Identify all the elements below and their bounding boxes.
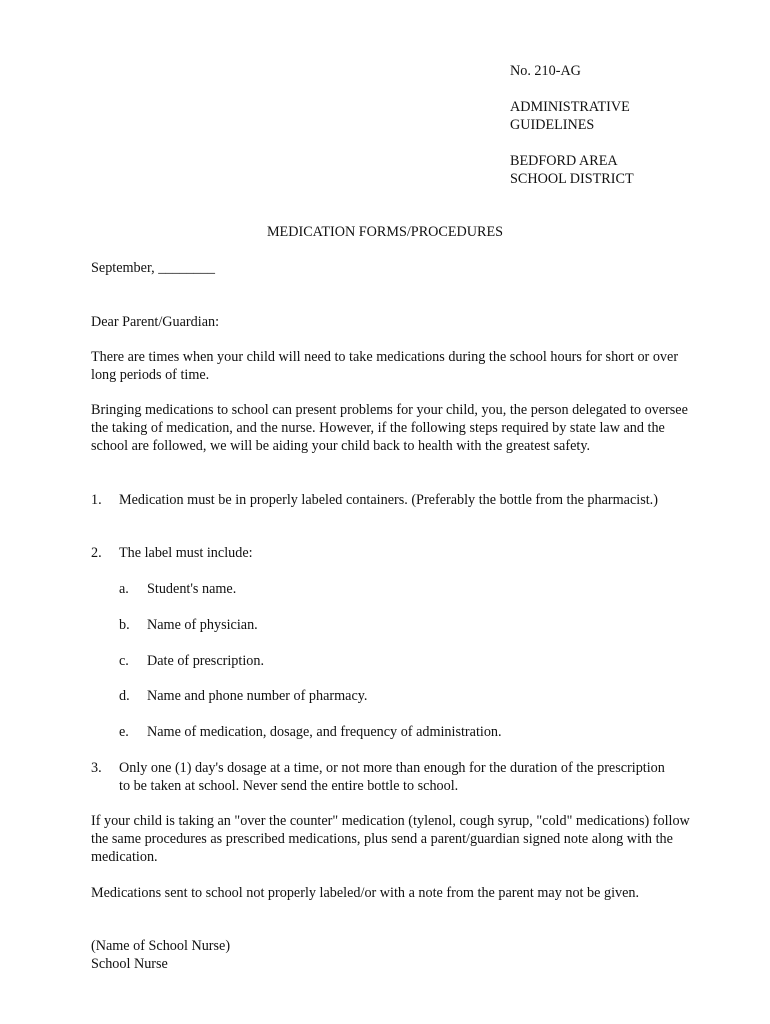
list-item-number: 3. xyxy=(91,760,102,776)
label-item-letter: b. xyxy=(119,617,130,633)
district-name-line2: SCHOOL DISTRICT xyxy=(510,171,634,187)
document-title: MEDICATION FORMS/PROCEDURES xyxy=(266,224,504,240)
label-item-text: Date of prescription. xyxy=(147,653,265,669)
label-item-letter: a. xyxy=(119,581,129,597)
guidelines-label-line2: GUIDELINES xyxy=(510,117,595,133)
guidelines-label-line1: ADMINISTRATIVE xyxy=(510,99,630,115)
list-item-text: The label must include: xyxy=(119,545,253,561)
label-item-text: Name of medication, dosage, and frequency of administration. xyxy=(147,724,502,740)
bringing-paragraph: Bringing medications to school can present problems for your child, you, the person delegated to oversee the taking of medication, and the nurse. However, if the following steps required by state law and the school are followed, we will be aiding your child back to health with the greatest safety. xyxy=(91,402,688,454)
list-item-text: Only one (1) day's dosage at a time, or not more than enough for the duration of the prescription to be taken at school. Never send the entire bottle to school. xyxy=(119,760,665,794)
signature-block xyxy=(91,937,691,973)
label-item-letter: c. xyxy=(119,653,129,669)
document-header xyxy=(510,62,750,188)
list-item-text: Medication must be in properly labeled containers. (Preferably the bottle from the pharmacist.) xyxy=(119,492,658,508)
list-item-number: 2. xyxy=(91,545,102,561)
date-line: September, ________ xyxy=(91,260,215,276)
district-name-line1: BEDFORD AREA xyxy=(510,153,618,169)
policy-number: No. 210-AG xyxy=(510,63,581,79)
otc-paragraph: If your child is taking an "over the counter" medication (tylenol, cough syrup, "cold" medications) follow the same procedures as prescribed medications, plus send a parent/guardian signed note along with the medication. xyxy=(91,813,690,865)
label-item-text: Name of physician. xyxy=(147,617,258,633)
label-item-letter: e. xyxy=(119,724,129,740)
nurse-name-placeholder: (Name of School Nurse) xyxy=(91,938,231,954)
intro-paragraph: There are times when your child will need to take medications during the school hours for short or over long periods of time. xyxy=(91,349,679,383)
label-item-text: Name and phone number of pharmacy. xyxy=(147,688,368,704)
label-item-text: Student's name. xyxy=(147,581,237,597)
label-item-letter: d. xyxy=(119,688,130,704)
warning-paragraph: Medications sent to school not properly labeled/or with a note from the parent may not be given. xyxy=(91,885,640,901)
nurse-role: School Nurse xyxy=(91,956,168,972)
salutation: Dear Parent/Guardian: xyxy=(91,314,220,330)
list-item-number: 1. xyxy=(91,492,102,508)
